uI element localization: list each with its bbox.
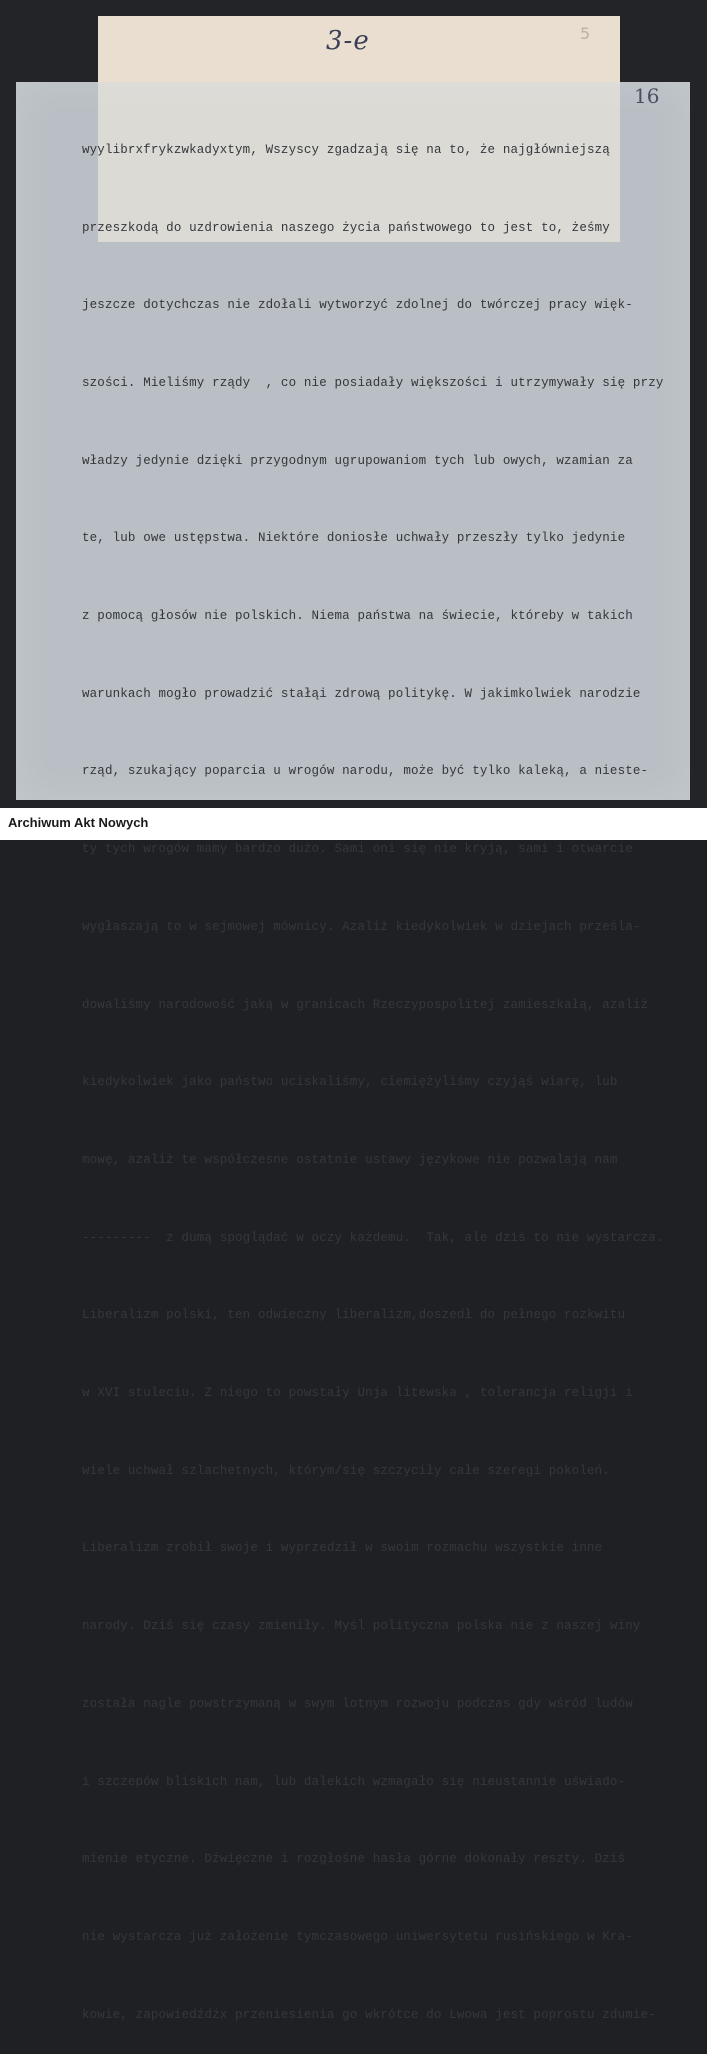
text-line: z pomocą głosów nie polskich. Niema państwa na świecie, któreby w takich bbox=[82, 609, 633, 624]
page-number: 5 bbox=[580, 24, 591, 43]
text-line: warunkach mogło prowadzić stałąi zdrową politykę. W jakimkolwiek narodzie bbox=[82, 686, 641, 701]
text-line: mienie etyczne. Dźwięczne i rozgłośne hasła górne dokonały reszty. Dziś bbox=[82, 1852, 626, 1867]
text-line: wiele uchwał szlachetnych, którym/się szczyciły całe szeregi pokoleń. bbox=[82, 1463, 610, 1478]
text-line: mowę, azaliż te współczesne ostatnie ustawy językowe nie pozwalają nam bbox=[82, 1152, 618, 1167]
footer-bar bbox=[0, 808, 707, 840]
text-line: --------- z dumą spoglądać w oczy każdemu. Tak, ale dziś to nie wystarcza. bbox=[82, 1230, 664, 1245]
typed-text-body bbox=[82, 86, 687, 2054]
text-line: Liberalizm zrobił swoje i wyprzedził w swoim rozmachu wszystkie inne bbox=[82, 1541, 603, 1556]
text-line: wyylibrxfrykzwkadyxtym, Wszyscy zgadzają się na to, że najgłówniejszą bbox=[82, 142, 610, 157]
text-line: kiedykolwiek jako państwo uciskaliśmy, ciemiężyliśmy czyjąś wiarę, lub bbox=[82, 1075, 618, 1090]
text-line: szości. Mieliśmy rządy , co nie posiadały większości i utrzymywały się przy bbox=[82, 375, 664, 390]
text-line: w XVI stuleciu. Z niego to powstały Unja litewska , tolerancja religji i bbox=[82, 1386, 633, 1401]
text-line: została nagle powstrzymaną w swym lotnym rozwoju podczas gdy wśród ludów bbox=[82, 1696, 633, 1711]
text-line: Liberalizm polski, ten odwieczny liberalizm,doszedł do pełnego rozkwitu bbox=[82, 1308, 626, 1323]
text-line: kowie, zapowiedźdźx przeniesienia go wkrótce do Lwowa jest poprostu zdumie- bbox=[82, 2007, 656, 2022]
text-line: rząd, szukający poparcia u wrogów narodu, może być tylko kaleką, a niestе- bbox=[82, 764, 649, 779]
text-line: wygłaszają to w sejmowej mównicy. Azaliż kiedykolwiek w dziejach prześla- bbox=[82, 919, 641, 934]
text-line: przeszkodą do uzdrowienia naszego życia państwowego to jest to, żeśmy bbox=[82, 220, 610, 235]
text-line: dowaliśmy narodowość jaką w granicach Rzeczypospolitej zamieszkałą, azaliż bbox=[82, 997, 649, 1012]
text-line: władzy jedynie dzięki przygodnym ugrupowaniom tych lub owych, wzamian za bbox=[82, 453, 633, 468]
text-line: nie wystarcza już założenie tymczasowego uniwersytetu rusińskiego w Kra- bbox=[82, 1929, 633, 1944]
margin-number: 16 bbox=[634, 84, 660, 108]
text-line: i szczepów bliskich nam, lub dalekich wzmagało się nieustannie uświado- bbox=[82, 1774, 626, 1789]
text-line: jeszcze dotychczas nie zdołali wytworzyć zdolnej do twórczej pracy więk- bbox=[82, 298, 633, 313]
text-line: ty tych wrogów mamy bardzo dużo. Sami oni się nie kryją, sami i otwarcie bbox=[82, 842, 633, 857]
signature-mark: 3-e bbox=[326, 26, 370, 56]
text-line: narody. Dziś się czasy zmieniły. Myśl polityczna polska nie z naszej winy bbox=[82, 1619, 641, 1634]
archive-label: Archiwum Akt Nowych bbox=[8, 815, 149, 830]
text-line: te, lub owe ustępstwa. Niektóre doniosłe uchwały przeszły tylko jedynie bbox=[82, 531, 626, 546]
